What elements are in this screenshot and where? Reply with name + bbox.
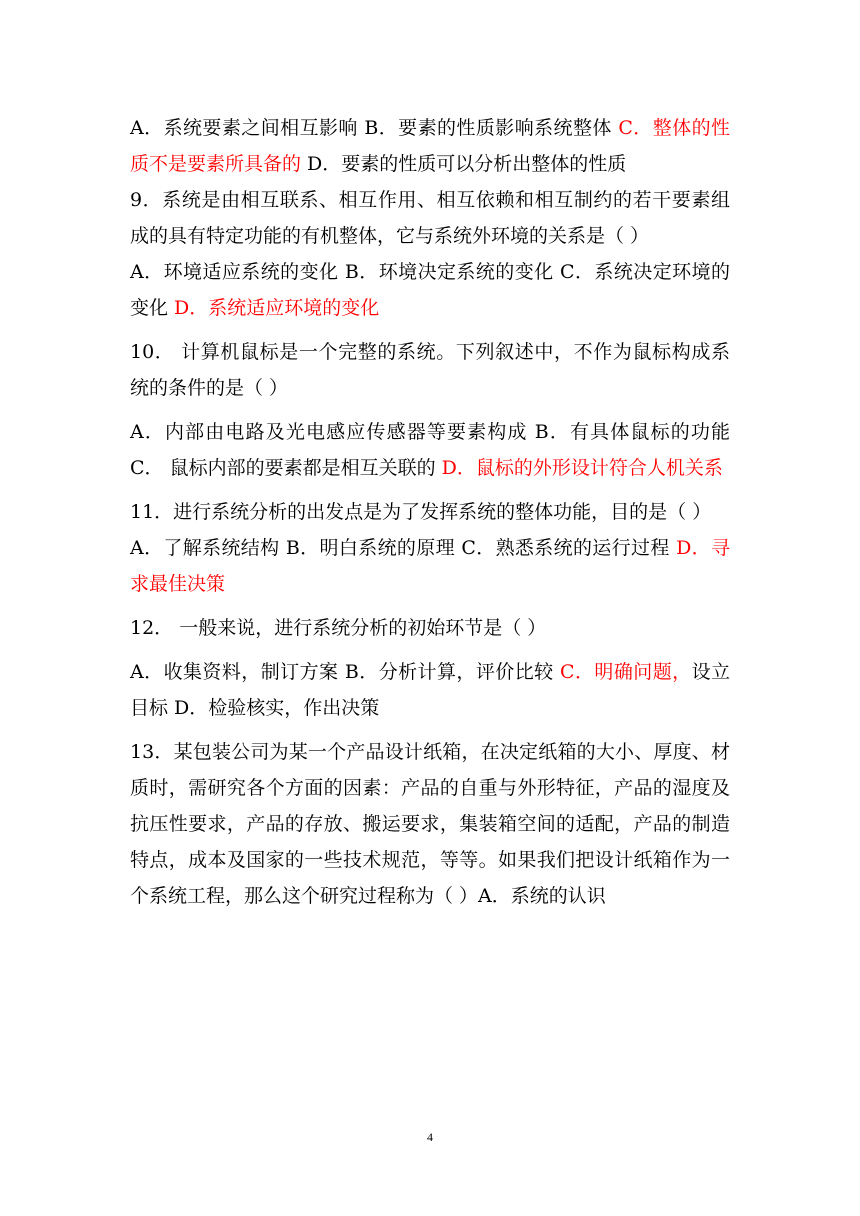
question-text: A．内部由电路及光电感应传感器等要素构成 B．有具体鼠标的功能 C． 鼠标内部的要素都是相互关联的 xyxy=(130,421,730,479)
question-text: 11．进行系统分析的出发点是为了发挥系统的整体功能，目的是（ ） xyxy=(130,501,712,523)
question-paragraph xyxy=(130,110,730,182)
question-paragraph xyxy=(130,494,730,530)
question-text: D．要素的性质可以分析出整体的性质 xyxy=(301,153,627,175)
question-text-body xyxy=(130,110,730,914)
question-text: A．环境适应系统的变化 B．环境决定系统的变化 C．系统决定环境的变化 xyxy=(130,261,730,319)
answer-highlight: C．整体的性质不是要素所具备的 xyxy=(130,117,731,175)
question-text: 设立目标 D．检验核实，作出决策 xyxy=(130,661,730,719)
question-paragraph xyxy=(130,334,730,406)
question-paragraph xyxy=(130,182,730,254)
answer-highlight: D．鼠标的外形设计符合人机关系 xyxy=(441,457,723,479)
question-paragraph xyxy=(130,610,730,646)
question-paragraph xyxy=(130,254,730,326)
question-paragraph xyxy=(130,734,730,914)
question-text: 10． 计算机鼠标是一个完整的系统。下列叙述中，不作为鼠标构成系统的条件的是（ ） xyxy=(130,341,730,399)
question-text: A．了解系统结构 B．明白系统的原理 C．熟悉系统的运行过程 xyxy=(130,537,677,559)
answer-highlight: D．寻求最佳决策 xyxy=(130,537,731,595)
answer-highlight: C．明确问题， xyxy=(560,661,692,683)
question-paragraph xyxy=(130,414,730,486)
question-text: 9．系统是由相互联系、相互作用、相互依赖和相互制约的若干要素组成的具有特定功能的有机整体，它与系统外环境的关系是（ ） xyxy=(130,189,730,247)
page-number: 4 xyxy=(427,1130,433,1144)
question-text: A．系统要素之间相互影响 B．要素的性质影响系统整体 xyxy=(130,117,619,139)
question-text: A．收集资料，制订方案 B．分析计算，评价比较 xyxy=(130,661,561,683)
question-text: 12． 一般来说，进行系统分析的初始环节是（ ） xyxy=(130,617,547,639)
question-paragraph xyxy=(130,530,730,602)
question-text: 13．某包装公司为某一个产品设计纸箱，在决定纸箱的大小、厚度、材质时，需研究各个方面的因素：产品的自重与外形特征，产品的湿度及抗压性要求，产品的存放、搬运要求，集装箱空间的适配，产品的制造特点，成本及国家的一些技术规范，等等。如果我们把设计纸箱作为一个系统工程，那么这个研究过程称为（ ）A．系统的认识 xyxy=(130,741,730,907)
answer-highlight: D．系统适应环境的变化 xyxy=(174,297,380,319)
question-paragraph xyxy=(130,654,730,726)
